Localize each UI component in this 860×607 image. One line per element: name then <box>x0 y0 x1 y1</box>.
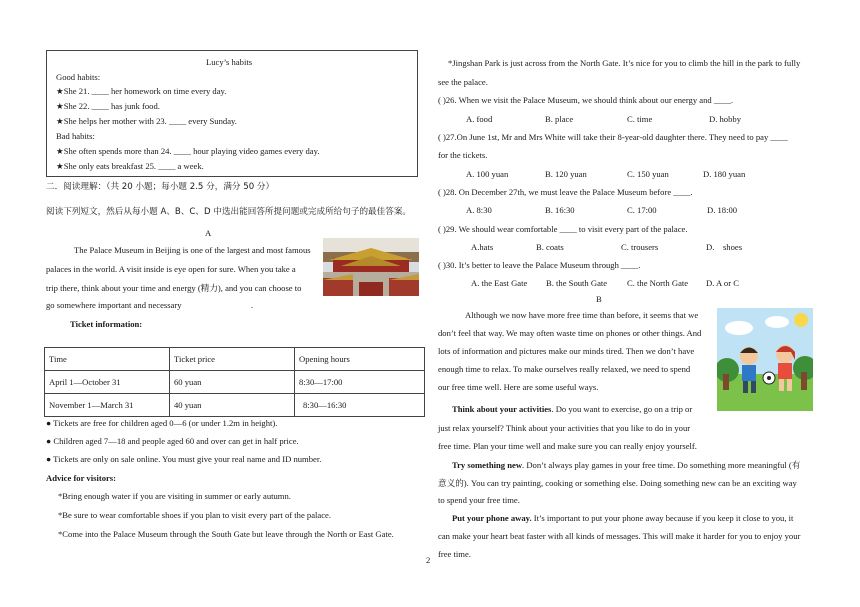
habits-bad-item: ★She only eats breakfast 25. ____ a week. <box>56 161 204 171</box>
option: D. A or C <box>706 278 739 288</box>
advice-item: *Be sure to wear comfortable shoes if you plan to visit every part of the palace. <box>58 510 331 520</box>
passage-b-line: don’t feel that way. We may often waste time on phones or other things. And <box>438 328 702 338</box>
table-header: Opening hours <box>295 348 425 371</box>
passage-a-line: palaces in the world. A visit inside is eye open for sure. When you take a <box>46 264 296 274</box>
advice-item-continued: see the palace. <box>438 77 488 87</box>
passage-a-line: The Palace Museum in Beijing is one of the largest and most famous <box>74 245 311 255</box>
passage-b-line: Although we now have more free time than before, it seems that we <box>465 310 699 320</box>
page-number: 2 <box>426 555 431 565</box>
table-cell: 40 yuan <box>170 394 295 417</box>
advice-item: *Jingshan Park is just across from the North Gate. It’s nice for you to climb the hill in the park to fully <box>448 58 801 68</box>
option: A. 8:30 <box>466 205 492 215</box>
option: D. 18:00 <box>707 205 738 215</box>
passage-b-line: free time. Plan your time well and make sure you can really enjoy yourself. <box>438 441 697 451</box>
habits-bad-label: Bad habits: <box>56 131 95 141</box>
table-cell: April 1—October 31 <box>45 371 170 394</box>
section-heading: 二．阅读理解：（共 20 小题；每小题 2.5 分，满分 50 分） <box>46 182 275 192</box>
table-header: Time <box>45 348 170 371</box>
table-cell: November 1—March 31 <box>45 394 170 417</box>
para3-heading: Put your phone away. <box>452 513 532 523</box>
ticket-heading: Ticket information: <box>70 319 143 329</box>
option: A. the East Gate <box>471 278 528 288</box>
question-29: ( )29. We should wear comfortable ____ to visit every part of the palace. <box>438 224 688 234</box>
passage-b-line: lots of information and pictures make our minds tired. Then we don’t have <box>438 346 695 356</box>
table-cell: 60 yuan <box>170 371 295 394</box>
table-row <box>45 371 425 394</box>
habits-good-item: ★She helps her mother with 23. ____ every Sunday. <box>56 116 237 126</box>
habits-title: Lucy’s habits <box>206 57 253 67</box>
table-row <box>45 394 425 417</box>
option: A. food <box>466 114 493 124</box>
kids-playing-illustration <box>717 308 813 411</box>
question-27-continued: for the tickets. <box>438 150 488 160</box>
table-header-row <box>45 348 425 371</box>
option: D. shoes <box>706 242 743 252</box>
para1-text: . Do you want to exercise, go on a trip or <box>551 404 693 414</box>
passage-a-letter: A <box>205 228 212 238</box>
option: A.hats <box>471 242 494 252</box>
ticket-bullet: ● Tickets are free for children aged 0—6 (or under 1.2m in height). <box>46 418 278 428</box>
question-30: ( )30. It’s better to leave the Palace Museum through ____. <box>438 260 641 270</box>
ticket-table <box>44 347 425 417</box>
option: B. 16:30 <box>545 205 575 215</box>
ticket-bullet: ● Tickets are only on sale online. You must give your real name and ID number. <box>46 454 322 464</box>
option: C. 17:00 <box>627 205 657 215</box>
ticket-bullet: ● Children aged 7—18 and people aged 60 and over can get in half price. <box>46 436 299 446</box>
habits-good-item: ★She 22. ____ has junk food. <box>56 101 160 111</box>
option: B. place <box>545 114 574 124</box>
advice-heading: Advice for visitors: <box>46 473 117 483</box>
passage-b-para1 <box>452 404 692 414</box>
option: D. 180 yuan <box>703 169 746 179</box>
para3-text: It’s important to put your phone away because if you keep it close to you, it <box>531 513 794 523</box>
habits-box <box>46 50 418 177</box>
passage-b-para2 <box>452 459 800 471</box>
passage-a-line-end: . <box>251 300 254 310</box>
habits-good-label: Good habits: <box>56 72 101 82</box>
palace-museum-photo <box>323 238 419 296</box>
para2-text: . Don’t always play games in your free time. Do something more meaningful (有 <box>522 460 801 470</box>
passage-b-line: can make your heart beat faster with all kinds of messages. This will make it harder for you to enjoy your <box>438 531 801 541</box>
para2-heading: Try something new <box>452 460 523 470</box>
advice-item: *Come into the Palace Museum through the South Gate but leave through the North or East Gate. <box>58 529 394 539</box>
section-instruction: 阅读下列短文，然后从每小题 A、B、C、D 中选出能回答所提问题或完成所给句子的最佳答案。 <box>46 207 412 217</box>
question-26: ( )26. When we visit the Palace Museum, we should think about our energy and ____. <box>438 95 734 105</box>
option: B. 120 yuan <box>545 169 587 179</box>
question-28: ( )28. On December 27th, we must leave the Palace Museum before ____. <box>438 187 693 197</box>
table-header: Ticket price <box>170 348 295 371</box>
option: D. hobby <box>709 114 741 124</box>
option: A. 100 yuan <box>466 169 509 179</box>
table-cell: 8:30—16:30 <box>295 394 425 417</box>
habits-good-item: ★She 21. ____ her homework on time every day. <box>56 86 227 96</box>
passage-b-letter: B <box>596 294 602 304</box>
passage-b-line: to spend your free time. <box>438 495 520 505</box>
table-cell: 8:30—17:00 <box>295 371 425 394</box>
passage-b-line: our free time well. Here are some useful ways. <box>438 382 599 392</box>
passage-a-line: go somewhere important and necessary <box>46 300 182 310</box>
option: C. trousers <box>621 242 659 252</box>
para1-heading: Think about your activities <box>452 404 552 414</box>
option: C. time <box>627 114 653 124</box>
option: C. the North Gate <box>627 278 689 288</box>
passage-b-line: just relax yourself? Think about your activities that you like to do in your <box>438 423 691 433</box>
question-27: ( )27.On June 1st, Mr and Mrs White will take their 8-year-old daughter there. They need to pay ____ <box>438 132 788 142</box>
passage-b-line: enough time to relax. To make ourselves really relaxed, we need to spend <box>438 364 691 374</box>
option: C. 150 yuan <box>627 169 669 179</box>
passage-a-line: trip there, think about your time and energy (精力), and you can choose to <box>46 283 302 293</box>
option: B. the South Gate <box>546 278 608 288</box>
passage-b-para3 <box>452 513 793 523</box>
advice-item: *Bring enough water if you are visiting in summer or early autumn. <box>58 491 291 501</box>
passage-b-line: free time. <box>438 549 471 559</box>
option: B. coats <box>536 242 564 252</box>
passage-b-line: 意义的). You can try painting, cooking or something else. Doing something new can be an exciting way <box>438 478 797 488</box>
habits-bad-item: ★She often spends more than 24. ____ hour playing video games every day. <box>56 146 320 156</box>
